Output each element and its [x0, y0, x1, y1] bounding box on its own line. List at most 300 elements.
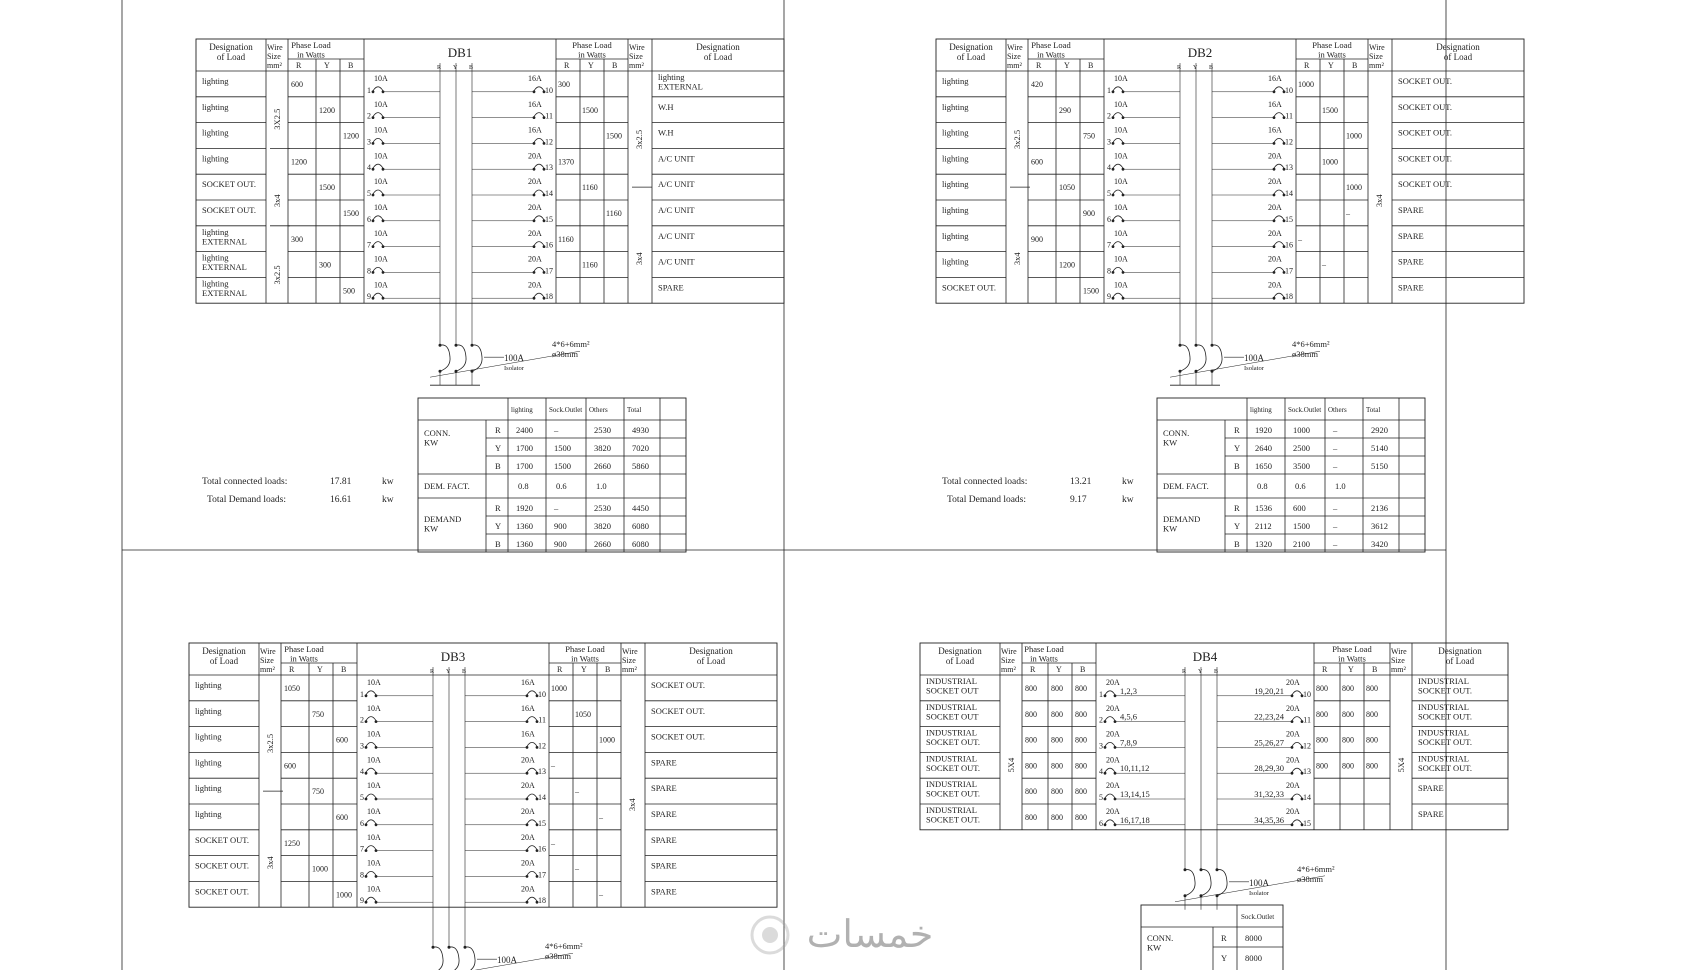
summary-value: –	[554, 503, 559, 513]
circuit-number: 18	[538, 896, 546, 906]
phase-value-y: 800	[1051, 761, 1063, 771]
summary-demand-label: KW	[424, 523, 439, 534]
header-y: Y	[1348, 665, 1354, 674]
phase-value-r: 800	[1025, 813, 1037, 822]
isolator-rating: 100A	[1249, 877, 1269, 888]
isolator-contact	[1211, 344, 1214, 347]
header-wire: Size	[260, 656, 274, 665]
summary-value: 1000	[1293, 425, 1310, 435]
circuit-number: 15	[545, 214, 553, 224]
breaker-contact	[365, 772, 368, 775]
header-y: Y	[324, 61, 330, 70]
phase-value-b: 800	[1366, 684, 1378, 693]
breaker-contact	[365, 720, 368, 723]
header-designation-right: Designation	[696, 42, 740, 52]
breaker-arc	[366, 691, 376, 695]
summary-demand-label: DEMAND	[424, 514, 462, 524]
breaker-contact	[543, 90, 546, 93]
summary-value: 8000	[1245, 933, 1262, 943]
circuit-ids: 28,29,30	[1254, 763, 1284, 774]
breaker-rating: 20A	[1268, 177, 1282, 187]
load-label-left: EXTERNAL	[202, 236, 247, 247]
breaker-contact	[536, 901, 539, 904]
header-r: R	[1304, 61, 1310, 70]
breaker-contact	[543, 194, 546, 197]
breaker-rating: 10A	[374, 177, 388, 187]
breaker-contact	[1301, 823, 1304, 826]
summary-phase: B	[495, 539, 501, 549]
header-wire-right: mm²	[1369, 61, 1384, 70]
phase-value-b: 800	[1075, 761, 1087, 771]
summary-value: 2112	[1255, 521, 1272, 531]
breaker-contact	[1104, 720, 1107, 723]
load-label-right: EXTERNAL	[658, 81, 703, 92]
phase-value-y: 800	[1051, 813, 1063, 822]
breaker-arc	[1292, 717, 1302, 721]
breaker-arc	[527, 794, 537, 798]
breaker-contact	[372, 142, 375, 145]
phase-value-y: 1200	[319, 105, 335, 115]
load-label-left: lighting	[195, 809, 222, 819]
breaker-arc	[527, 717, 537, 721]
breaker-rating: 20A	[1268, 203, 1282, 212]
summary-value: 900	[554, 521, 567, 531]
phase-value-r: 800	[1316, 761, 1328, 771]
breaker-contact	[1301, 798, 1304, 801]
breaker-contact	[536, 875, 539, 878]
breaker-contact	[543, 116, 546, 119]
header-designation: Designation	[949, 42, 993, 52]
isolator-label: Isolator	[504, 365, 524, 373]
phase-value-y: 800	[1051, 684, 1063, 693]
summary-value: 1320	[1255, 539, 1272, 549]
load-label-right: SPARE	[1418, 809, 1444, 819]
bus-label: R	[1177, 65, 1182, 71]
breaker-contact	[372, 219, 375, 222]
header-wire-right: Size	[622, 656, 636, 665]
phase-value-b: 900	[1083, 209, 1095, 218]
load-label-left: lighting	[942, 205, 969, 215]
breaker-rating: 20A	[1106, 703, 1120, 713]
summary-value: 6080	[632, 539, 649, 549]
breaker-rating: 20A	[1106, 678, 1120, 687]
isolator-arc	[456, 345, 466, 371]
circuit-number: 16	[538, 844, 546, 854]
summary-value: 6080	[632, 521, 649, 531]
breaker-rating: 20A	[1106, 755, 1120, 765]
breaker-contact	[365, 746, 368, 749]
breaker-arc	[373, 138, 383, 142]
circuit-number: 9	[1107, 292, 1111, 302]
breaker-arc	[1105, 768, 1115, 772]
load-label-right: A/C UNIT	[658, 205, 695, 215]
breaker-rating: 20A	[1286, 781, 1300, 791]
breaker-arc	[373, 216, 383, 220]
summary-col-header: Others	[1328, 406, 1347, 414]
load-label-left: INDUSTRIAL	[926, 805, 977, 815]
header-phase: in Watts	[1037, 49, 1065, 60]
breaker-arc	[534, 216, 544, 220]
header-b: B	[612, 61, 618, 70]
breaker-arc	[527, 768, 537, 772]
breaker-rating: 16A	[521, 729, 535, 739]
isolator-rating: 100A	[504, 353, 524, 364]
header-wire: Size	[1007, 52, 1021, 61]
breaker-rating: 16A	[1268, 125, 1282, 135]
phase-value-r: 800	[1316, 684, 1328, 693]
breaker-rating: 20A	[1286, 678, 1300, 687]
summary-conn-label: CONN.	[1147, 933, 1174, 943]
phase-value-r: 800	[1025, 735, 1037, 745]
isolator-contact	[471, 344, 474, 347]
summary-phase: R	[495, 425, 501, 435]
phase-value-b: 800	[1075, 684, 1087, 693]
breaker-contact	[543, 245, 546, 248]
cable-spec: 4*6+6mm²	[545, 941, 583, 952]
breaker-contact	[1104, 798, 1107, 801]
summary-conn-label: CONN.	[424, 428, 451, 438]
breaker-contact	[543, 271, 546, 274]
load-label-left: lighting	[195, 731, 222, 742]
breaker-contact	[365, 901, 368, 904]
breaker-arc	[1274, 293, 1284, 297]
panel-db1	[196, 39, 784, 385]
load-label-right: SPARE	[651, 860, 677, 871]
load-label-right: SOCKET OUT.	[1398, 153, 1452, 164]
total-demand-label: Total Demand loads:	[207, 495, 287, 505]
phase-value-b: 1000	[1346, 183, 1362, 193]
breaker-contact	[1112, 245, 1115, 248]
summary-value: 1500	[1293, 521, 1310, 531]
load-label-right: A/C UNIT	[658, 256, 695, 267]
breaker-rating: 10A	[374, 280, 388, 290]
watermark-logo	[745, 905, 965, 965]
breaker-rating: 20A	[1286, 703, 1300, 713]
breaker-arc	[1113, 164, 1123, 168]
circuit-number: 17	[545, 266, 553, 276]
breaker-arc	[527, 846, 537, 850]
circuit-ids: 10,11,12	[1120, 763, 1150, 774]
circuit-number: 5	[1107, 189, 1111, 198]
phase-value-r: 800	[1025, 761, 1037, 771]
phase-value-y: 800	[1342, 684, 1354, 693]
phase-value-r: –	[551, 761, 555, 771]
circuit-ids: 1,2,3	[1120, 685, 1137, 696]
summary-value: 2530	[594, 425, 611, 435]
load-label-left: lighting	[202, 226, 229, 237]
phase-value-y: –	[575, 864, 579, 874]
breaker-contact	[536, 772, 539, 775]
breaker-contact	[365, 694, 368, 697]
circuit-number: 12	[1285, 137, 1293, 147]
summary-demfact-label: DEM. FACT.	[1163, 481, 1209, 491]
breaker-contact	[1112, 271, 1115, 274]
isolator-contact	[1216, 868, 1219, 871]
breaker-arc	[1274, 190, 1284, 194]
breaker-rating: 20A	[528, 228, 542, 238]
load-label-left: lighting	[942, 230, 969, 241]
breaker-rating: 16A	[521, 678, 535, 687]
bus-label: B	[1214, 669, 1219, 675]
breaker-contact	[372, 271, 375, 274]
header-b: B	[341, 665, 347, 674]
total-demand-unit: kw	[382, 495, 394, 505]
breaker-rating: 20A	[528, 280, 542, 290]
bus-label: R	[1182, 669, 1187, 675]
isolator-contact	[432, 946, 435, 949]
header-r: R	[1030, 665, 1036, 674]
phase-value-y: –	[575, 787, 579, 797]
breaker-arc	[1274, 242, 1284, 246]
panel-db2	[936, 39, 1524, 385]
load-label-right: SPARE	[1398, 282, 1424, 293]
phase-value-b: –	[599, 890, 603, 900]
breaker-arc	[527, 691, 537, 695]
breaker-rating: 20A	[1268, 280, 1282, 290]
breaker-rating: 10A	[367, 858, 381, 868]
phase-value-y: 800	[1051, 787, 1063, 797]
header-designation: Designation	[938, 646, 982, 656]
circuit-number: 6	[1107, 214, 1111, 224]
header-phase: in Watts	[297, 49, 325, 60]
total-connected-unit: kw	[382, 477, 394, 487]
phase-value-r: 1050	[284, 684, 300, 693]
header-b: B	[1088, 61, 1094, 70]
load-label-right: lighting	[658, 72, 685, 82]
phase-value-y: 750	[312, 787, 324, 797]
load-label-right: W.H	[658, 101, 674, 112]
total-demand-value: 9.17	[1070, 495, 1087, 505]
breaker-arc	[373, 113, 383, 117]
load-label-left: lighting	[195, 680, 222, 690]
phase-value-b: 1500	[343, 209, 359, 218]
breaker-rating: 10A	[374, 254, 388, 264]
phase-value-r: –	[1298, 234, 1302, 244]
breaker-arc	[534, 138, 544, 142]
breaker-arc	[366, 717, 376, 721]
summary-value: –	[1333, 521, 1338, 531]
breaker-contact	[372, 194, 375, 197]
isolator-contact	[1184, 868, 1187, 871]
circuit-number: 14	[1285, 189, 1293, 198]
phase-value-b: 600	[336, 813, 348, 822]
breaker-contact	[543, 219, 546, 222]
breaker-rating: 10A	[374, 203, 388, 212]
header-phase: Phase Load	[291, 40, 331, 50]
breaker-contact	[1283, 90, 1286, 93]
breaker-contact	[1104, 823, 1107, 826]
phase-value-y: 1000	[1322, 157, 1338, 167]
phase-value-y: –	[1322, 260, 1326, 270]
breaker-rating: 10A	[367, 729, 381, 739]
breaker-rating: 10A	[374, 74, 388, 83]
circuit-number: 3	[360, 741, 364, 751]
breaker-rating: 10A	[367, 807, 381, 816]
breaker-contact	[536, 849, 539, 852]
breaker-arc	[534, 113, 544, 117]
breaker-contact	[372, 245, 375, 248]
summary-value: –	[1333, 425, 1338, 435]
phase-value-y: 800	[1051, 735, 1063, 745]
breaker-contact	[1104, 746, 1107, 749]
header-y: Y	[581, 665, 587, 674]
circuit-number: 12	[1303, 741, 1311, 751]
circuit-number: 16	[1285, 240, 1293, 250]
circuit-number: 12	[545, 137, 553, 147]
breaker-arc	[534, 164, 544, 168]
load-label-left: lighting	[195, 757, 222, 768]
circuit-ids: 25,26,27	[1254, 737, 1284, 748]
breaker-arc	[366, 742, 376, 746]
header-designation: of Load	[956, 52, 986, 62]
breaker-contact	[1112, 219, 1115, 222]
header-phase-right: Phase Load	[572, 40, 612, 50]
breaker-contact	[536, 746, 539, 749]
breaker-contact	[365, 875, 368, 878]
breaker-contact	[365, 849, 368, 852]
circuit-number: 13	[538, 767, 546, 777]
circuit-number: 6	[367, 214, 371, 224]
summary-col-header: Total	[627, 406, 642, 414]
header-b: B	[1080, 665, 1086, 674]
load-label-right: SPARE	[1398, 205, 1424, 215]
circuit-number: 1	[367, 85, 371, 95]
isolator-arc	[433, 947, 443, 970]
header-r: R	[1322, 665, 1328, 674]
bus-label: B	[462, 669, 467, 675]
isolator-label: Isolator	[1249, 889, 1269, 897]
header-phase-right: Phase Load	[565, 644, 605, 654]
header-b: B	[605, 665, 611, 674]
header-phase-right: in Watts	[571, 653, 599, 664]
isolator-contact	[448, 946, 451, 949]
summary-col-header: Sock.Outlet	[1288, 406, 1322, 414]
total-connected-unit: kw	[1122, 477, 1134, 487]
circuit-number: 8	[1107, 266, 1111, 276]
header-wire-right: mm²	[629, 61, 644, 70]
summary-value: 3420	[1371, 539, 1388, 549]
header-wire: Size	[267, 52, 281, 61]
breaker-rating: 16A	[1268, 99, 1282, 109]
load-label-left: lighting	[942, 153, 969, 164]
header-wire-right: Wire	[622, 647, 638, 656]
header-phase-right: Phase Load	[1332, 644, 1372, 654]
summary-value: 3820	[594, 443, 611, 453]
circuit-number: 15	[1285, 214, 1293, 224]
summary-value: 1360	[516, 539, 533, 549]
load-label-left: lighting	[942, 76, 969, 86]
cable-spec: 4*6+6mm²	[1292, 339, 1330, 350]
phase-value-b: 800	[1366, 709, 1378, 719]
load-label-left: lighting	[195, 705, 222, 716]
bus-label: Y	[453, 65, 458, 71]
summary-value: 2100	[1293, 539, 1310, 549]
phase-value-y: 1500	[319, 183, 335, 193]
circuit-ids: 16,17,18	[1120, 814, 1150, 825]
breaker-arc	[527, 820, 537, 824]
circuit-number: 16	[545, 240, 553, 250]
circuit-number: 11	[1303, 715, 1311, 725]
breaker-arc	[1274, 113, 1284, 117]
circuit-number: 9	[367, 292, 371, 302]
breaker-rating: 16A	[1268, 74, 1282, 83]
breaker-rating: 20A	[1286, 807, 1300, 816]
isolator-arc	[465, 947, 475, 970]
bus-label: B	[469, 65, 474, 71]
summary-value: 3612	[1371, 521, 1388, 531]
breaker-rating: 20A	[1106, 729, 1120, 739]
circuit-number: 4	[360, 767, 364, 777]
breaker-rating: 10A	[1114, 151, 1128, 161]
panel-db3	[189, 643, 777, 970]
load-label-left: SOCKET OUT.	[926, 762, 980, 773]
breaker-rating: 10A	[367, 781, 381, 791]
load-label-right: SPARE	[1418, 783, 1444, 794]
summary-value: –	[554, 425, 559, 435]
breaker-rating: 16A	[528, 99, 542, 109]
panel-title-db3: DB3	[440, 649, 466, 664]
load-label-left: lighting	[942, 256, 969, 267]
summary-value: 1536	[1255, 503, 1272, 513]
circuit-number: 15	[1303, 818, 1311, 828]
breaker-contact	[365, 823, 368, 826]
isolator-arc	[440, 345, 450, 371]
summary-value: –	[1333, 539, 1338, 549]
load-label-right: SOCKET OUT.	[1398, 127, 1452, 138]
breaker-contact	[372, 168, 375, 171]
isolator-contact	[464, 946, 467, 949]
load-label-left: SOCKET OUT.	[195, 860, 249, 871]
load-label-left: SOCKET OUT	[926, 711, 979, 722]
load-label-right: SPARE	[658, 282, 684, 293]
circuit-number: 13	[1303, 767, 1311, 777]
breaker-arc	[527, 742, 537, 746]
breaker-contact	[1112, 116, 1115, 119]
header-designation-right: of Load	[1443, 52, 1473, 62]
summary-value: 3820	[594, 521, 611, 531]
breaker-arc	[366, 794, 376, 798]
load-label-left: lighting	[202, 101, 229, 112]
isolator-arc	[1185, 870, 1195, 896]
conduit-spec: ø38mm	[1292, 349, 1318, 360]
conduit-spec: ø38mm	[1297, 873, 1323, 884]
breaker-rating: 20A	[521, 781, 535, 791]
summary-phase: Y	[495, 521, 502, 531]
phase-value-r: 600	[284, 761, 296, 771]
breaker-contact	[1283, 168, 1286, 171]
breaker-rating: 10A	[1114, 125, 1128, 135]
breaker-rating: 20A	[1268, 228, 1282, 238]
cable-spec: 4*6+6mm²	[1297, 863, 1335, 874]
phase-value-y: 1200	[1059, 260, 1075, 270]
summary-phase: R	[1234, 503, 1240, 513]
breaker-rating: 10A	[1114, 99, 1128, 109]
summary-value: 1500	[554, 443, 571, 453]
breaker-contact	[1283, 219, 1286, 222]
load-label-left: INDUSTRIAL	[926, 727, 977, 738]
breaker-arc	[1274, 216, 1284, 220]
breaker-arc	[366, 768, 376, 772]
summary-value: 1920	[1255, 425, 1272, 435]
wire-size-left: 3x2.5	[1012, 129, 1022, 150]
breaker-rating: 20A	[528, 177, 542, 187]
summary-value: 1650	[1255, 461, 1272, 471]
summary-demfact-value: 0.8	[1257, 481, 1268, 491]
breaker-rating: 20A	[1286, 755, 1300, 765]
breaker-arc	[1113, 293, 1123, 297]
breaker-rating: 10A	[367, 884, 381, 894]
summary-value: 4930	[632, 425, 649, 435]
